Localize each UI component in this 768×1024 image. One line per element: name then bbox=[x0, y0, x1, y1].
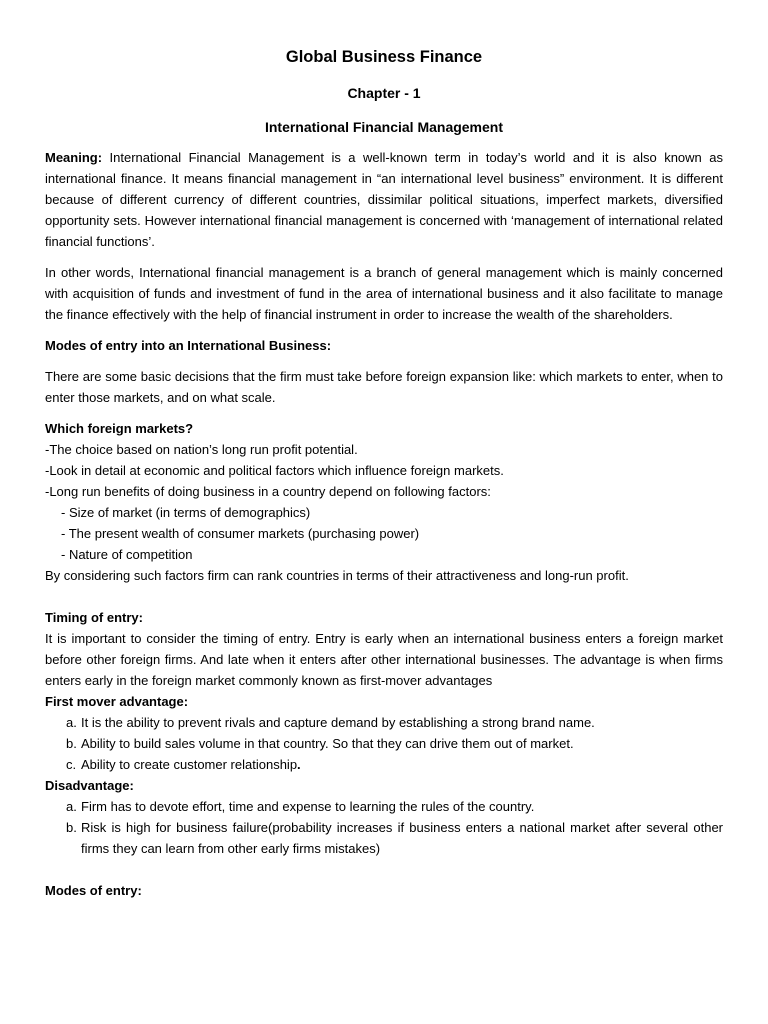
timing-heading: Timing of entry: bbox=[45, 610, 143, 625]
list-item bbox=[45, 754, 723, 775]
disadvantage-list bbox=[45, 796, 723, 859]
foreign-conclusion: By considering such factors firm can rank countries in terms of their attractiveness and long-run profit. bbox=[45, 568, 629, 583]
modes-paragraph: There are some basic decisions that the firm must take before foreign expansion like: which markets to enter, when to enter those markets, and on what scale. bbox=[45, 369, 723, 405]
list-item-text: Firm has to devote effort, time and expense to learning the rules of the country. bbox=[81, 799, 535, 814]
list-marker: a. bbox=[66, 715, 77, 730]
list-item bbox=[45, 733, 723, 754]
list-item-text: Risk is high for business failure(probability increases if business enters a national market after several other firms they can learn from other early firms mistakes) bbox=[81, 820, 723, 856]
first-mover-heading: First mover advantage: bbox=[45, 694, 189, 709]
factor-item: - The present wealth of consumer markets (purchasing power) bbox=[61, 526, 420, 541]
meaning-paragraph bbox=[45, 147, 723, 252]
list-item-text: Ability to build sales volume in that country. So that they can drive them out of market. bbox=[81, 736, 574, 751]
foreign-markets-heading: Which foreign markets? bbox=[45, 421, 194, 436]
other-words-paragraph: In other words, International financial management is a branch of general management which is mainly concerned with acquisition of funds and investment of fund in the area of international business and it also facilitate to manage the finance effectively with the help of financial instrument in order to increase the wealth of the shareholders. bbox=[45, 265, 723, 322]
meaning-text: International Financial Management is a well-known term in today’s world and it is also known as international finance. It means financial management in “an international level business” environment. It is different because of different currency of different countries, dissimilar political situations, imperfect markets, diversified opportunity sets. However international financial management is concerned with ‘management of international related financial functions’. bbox=[45, 150, 723, 249]
list-item-period: . bbox=[297, 757, 301, 772]
list-marker: b. bbox=[66, 820, 77, 835]
foreign-line: -Look in detail at economic and political factors which influence foreign markets. bbox=[45, 463, 504, 478]
section-title: International Financial Management bbox=[264, 119, 504, 135]
timing-paragraph: It is important to consider the timing of entry. Entry is early when an international business enters a foreign market before other foreign firms. And late when it enters after other international businesses. The advantage is when firms enters early in the foreign market commonly known as first-mover advantages bbox=[45, 631, 723, 688]
chapter-heading: Chapter - 1 bbox=[347, 85, 421, 101]
list-item-text: It is the ability to prevent rivals and capture demand by establishing a strong brand name. bbox=[81, 715, 595, 730]
factor-item: - Nature of competition bbox=[61, 547, 193, 562]
list-marker: b. bbox=[66, 736, 77, 751]
disadvantage-section bbox=[45, 775, 723, 859]
document-content bbox=[45, 44, 723, 901]
meaning-label: Meaning: bbox=[45, 150, 103, 165]
timing-section bbox=[45, 607, 723, 691]
factor-item: - Size of market (in terms of demographics) bbox=[61, 505, 311, 520]
first-mover-list bbox=[45, 712, 723, 775]
document-title: Global Business Finance bbox=[285, 48, 483, 66]
list-marker: c. bbox=[66, 757, 77, 772]
list-item bbox=[45, 817, 723, 859]
first-mover-section bbox=[45, 691, 723, 775]
list-marker: a. bbox=[66, 799, 77, 814]
list-item bbox=[45, 796, 723, 817]
modes-heading: Modes of entry into an International Business: bbox=[45, 338, 332, 353]
list-item-text: Ability to create customer relationship bbox=[81, 757, 298, 772]
modes-of-entry-heading: Modes of entry: bbox=[45, 883, 142, 898]
list-item bbox=[45, 712, 723, 733]
foreign-line: -The choice based on nation’s long run profit potential. bbox=[45, 442, 358, 457]
foreign-markets-section bbox=[45, 418, 723, 586]
disadvantage-heading: Disadvantage: bbox=[45, 778, 134, 793]
foreign-line: -Long run benefits of doing business in a country depend on following factors: bbox=[45, 484, 491, 499]
